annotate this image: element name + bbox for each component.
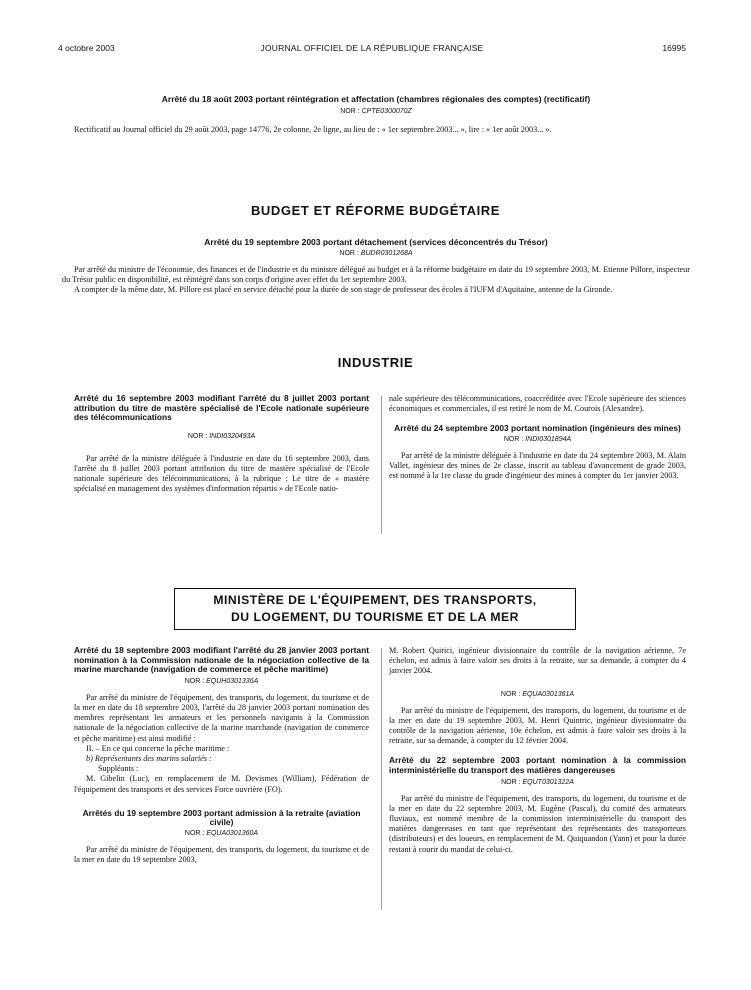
section-title-industrie: INDUSTRIE [337,355,414,370]
industrie-arrete-1-text: Par arrêté de la ministre déléguée à l'industrie en date du 16 septembre 2003, dans l'arrêté du 8 juillet 2003 portant attribution du titre de mastère spécialisé de l'Ecole nationale supérieure des télécommunications, à la rubrique : Le titre de « mastère spécialisé en management des systèmes d'information répartis » de l'Ecole natio- [74,453,369,494]
budget-paragraph-1: Par arrêté du ministre de l'économie, des finances et de l'industrie et du ministre délégué au budget et à la réforme budgétaire en date du 19 septembre 2003, M. Etienne Pillore, inspecteur du Trésor public en disponibilité, est réintégré dans son corps d'origine avec effet du 1er septembre 2003. [62,265,690,285]
industrie-right-column [389,394,686,482]
equipement-arrete-2-text: Par arrêté du ministre de l'équipement, des transports, du logement, du tourisme et de la mer en date du 19 septembre 2003, [74,845,369,865]
equipement-arrete-3-nor: NOR : EQUA0301361A [500,690,575,698]
header-date: 4 octobre 2003 [58,43,115,53]
equipement-arrete-2-continuation: M. Robert Quirici, ingénieur divisionnaire du contrôle de la navigation aérienne, 7e échelon, est admis à faire valoir ses droits à la retraite, sur sa demande, à compter du 4 janvier 2004. [389,646,686,676]
rectificatif-title: Arrêté du 18 août 2003 portant réintégration et affectation (chambres régionales des comptes) (rectificatif) [161,94,591,104]
equipement-right-column [389,646,686,855]
budget-block [62,237,690,296]
equipement-arrete-2-nor: NOR : EQUA0301360A [184,830,259,837]
ministry-heading-line-2: DU LOGEMENT, DU TOURISME ET DE LA MER [231,610,519,624]
section-title-budget: BUDGET ET RÉFORME BUDGÉTAIRE [250,203,501,218]
budget-arrete-title: Arrêté du 19 septembre 2003 portant détachement (services déconcentrés du Trésor) [204,237,548,247]
column-divider-2 [381,648,382,910]
industrie-left-column [74,394,369,495]
equipement-arrete-1-line-marins: b) Représentants des marins salariés : [86,754,212,763]
industrie-arrete-1-nor: NOR : INDI0320493A [187,432,256,440]
industrie-arrete-1-title: Arrêté du 16 septembre 2003 modifiant l'arrêté du 8 juillet 2003 portant attribution du titre de mastère spécialisé de l'Ecole nationale supérieure des télécommunications [74,393,369,423]
rectificatif-block [62,94,690,135]
ministry-heading-box [174,588,576,630]
budget-paragraph-2: A compter de la même date, M. Pillore est placé en service détaché pour la durée de son stage de professeur des écoles à l'IUFM d'Aquitaine, antenne de la Gironde. [74,285,613,295]
equipement-arrete-4-text: Par arrêté du ministre de l'équipement, des transports, du logement, du tourisme et de la mer en date du 22 septembre 2003, M. Eugène (Pascal), du comité des armateurs fluviaux, est nommé membre de la commission interministérielle du transport des matières dangereuses en tant que représentant des représentants des transporteurs (distributeurs) et des loueurs, en remplacement de M. Quiquandon (Yann) et pour la durée restant à courir du mandat de celui-ci. [389,793,686,854]
equipement-arrete-1-nor: NOR : EQUH0301336A [184,677,259,685]
equipement-arrete-1-title: Arrêté du 18 septembre 2003 modifiant l'arrêté du 28 janvier 2003 portant nomination à la Commission nationale de la négociation collective de la marine marchande (navigation de commerce et pêche maritime) [74,645,369,675]
equipement-arrete-1-paragraph: Par arrêté du ministre de l'équipement, des transports, du logement, du tourisme et de la mer en date du 18 septembre 2003, l'arrêté du 28 janvier 2003 portant nomination des membres représentant les armateurs et les personnels navigants à la Commission nationale de la négociation collective de la marine marchande (navigation de commerce et pêche maritime) est ainsi modifié : [74,692,369,743]
industrie-arrete-2-nor: NOR : INDI0301894A [503,436,572,443]
header-title: JOURNAL OFFICIEL DE LA RÉPUBLIQUE FRANÇAISE [260,43,484,53]
equipement-arrete-1-line-suppleants: Suppléants : [98,764,139,774]
column-divider [381,396,382,534]
industrie-arrete-2-text: Par arrêté de la ministre déléguée à l'industrie en date du 24 septembre 2003, M. Alain Vallet, ingénieur des mines de 2e classe, inscrit au tableau d'avancement de grade 2003, est nommé à la 1re classe du grade d'ingénieur des mines à compter du 1er janvier 2003. [389,451,686,481]
budget-nor: NOR : BUDR0301268A [339,250,413,257]
ministry-heading-line-1: MINISTÈRE DE L'ÉQUIPEMENT, DES TRANSPORTS, [213,593,537,607]
equipement-arrete-1-paragraph-2: M. Gibelin (Luc), en remplacement de M. Devismes (William), Fédération de l'équipement des transports et des services Force ouvrière (FO). [74,774,369,794]
running-header [58,43,686,55]
industrie-arrete-2-title: Arrêté du 24 septembre 2003 portant nomination (ingénieurs des mines) [394,423,681,434]
equipement-arrete-2-title: Arrêtés du 19 septembre 2003 portant admission à la retraite (aviation civile) [82,807,361,828]
rectificatif-nor: NOR : CPTE0300070Z [340,108,412,115]
header-page-number: 16995 [662,43,686,53]
industrie-arrete-1-continuation: nale supérieure des télécommunications, coaccréditée avec l'Ecole supérieure des sciences économiques et commerciales, il est retiré le nom de M. Courois (Alexandre). [389,394,686,414]
equipement-left-column [74,646,369,865]
equipement-arrete-1-line-peche: II. – En ce qui concerne la pêche maritime : [86,743,230,753]
rectificatif-text: Rectificatif au Journal officiel du 29 août 2003, page 14776, 2e colonne, 2e ligne, au lieu de : « 1er septembre 2003... », lire : « 1er août 2003... ». [74,125,552,134]
equipement-arrete-4-title: Arrêté du 22 septembre 2003 portant nomination à la commission interministérielle du transport des matières dangereuses [389,755,686,776]
equipement-arrete-4-nor: NOR : EQUT0301322A [501,778,574,786]
equipement-arrete-3-text: Par arrêté du ministre de l'équipement, des transports, du logement, du tourisme et de la mer en date du 19 septembre 2003, M. Henri Quintric, ingénieur divisionnaire du contrôle de la navigation aérienne, 10e échelon, est admis à faire valoir ses droits à la retraite, sur sa demande, à compter du 12 février 2004. [389,705,686,746]
